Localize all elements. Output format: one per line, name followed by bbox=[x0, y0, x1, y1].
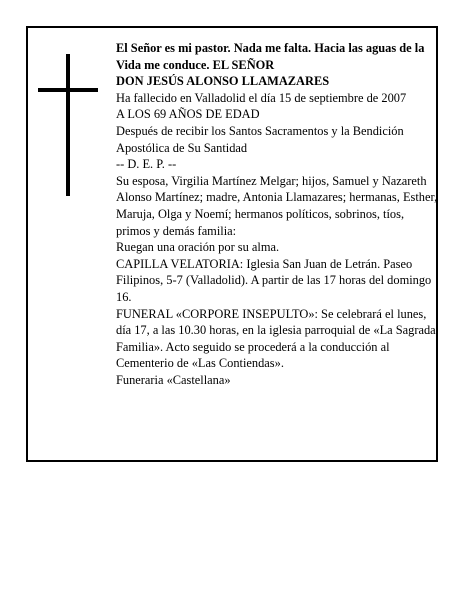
death-info: Ha fallecido en Valladolid el día 15 de septiembre de 2007 bbox=[116, 90, 407, 105]
deceased-name: DON JESÚS ALONSO LLAMAZARES bbox=[116, 74, 330, 89]
sacraments: Después de recibir los Santos Sacramentos y la Bendición Apostólica de Su Santidad bbox=[116, 123, 404, 155]
age: A LOS 69 AÑOS DE EDAD bbox=[116, 107, 260, 122]
chapel-info: CAPILLA VELATORIA: Iglesia San Juan de Letrán. Paseo Filipinos, 5-7 (Valladolid). A partir de las 17 horas del domingo 16. bbox=[116, 256, 432, 304]
obituary-notice bbox=[26, 26, 438, 462]
obituary-text bbox=[116, 40, 440, 388]
cross-vertical-bar bbox=[66, 54, 70, 196]
prayer: Ruegan una oración por su alma. bbox=[116, 240, 280, 255]
family-list: Su esposa, Virgilia Martínez Melgar; hijos, Samuel y Nazareth Alonso Martínez; madre, Antonia Llamazares; hermanas, Esther, Maruja, Olga y Noemí; hermanos políticos, sobrinos, tíos, primos y demás familia: bbox=[116, 173, 438, 238]
funeral-home: Funeraria «Castellana» bbox=[116, 372, 231, 387]
heading-line: El Señor es mi pastor. Nada me falta. Hacia las aguas de la Vida me conduce. EL SEÑOR bbox=[116, 41, 425, 72]
cross-horizontal-bar bbox=[38, 88, 98, 92]
cross-icon bbox=[38, 54, 98, 196]
funeral-info: FUNERAL «CORPORE INSEPULTO»: Se celebrará el lunes, día 17, a las 10.30 horas, en la iglesia parroquial de «La Sagrada Familia». Acto seguido se procederá a la conducción al Cementerio de «Las Contiendas». bbox=[116, 306, 436, 371]
dep: -- D. E. P. -- bbox=[116, 157, 177, 172]
